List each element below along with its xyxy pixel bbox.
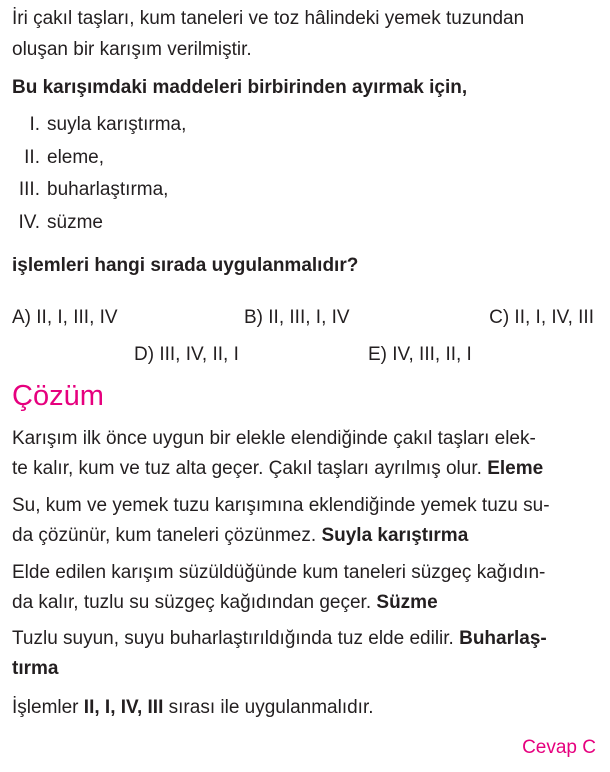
solution-summary bbox=[12, 693, 596, 723]
item-text: eleme, bbox=[47, 146, 105, 168]
intro-line-1: İri çakıl taşları, kum taneleri ve toz hâlindeki yemek tuzundan bbox=[12, 8, 525, 29]
option-c[interactable]: C) II, I, IV, III bbox=[489, 307, 594, 328]
option-e[interactable]: E) IV, III, II, I bbox=[368, 344, 472, 365]
step3-line2: da kalır, tuzlu su süzgeç kağıdından geçer. bbox=[12, 592, 372, 613]
step1-keyword: Eleme bbox=[487, 458, 544, 479]
step3-line1: Elde edilen karışım süzüldüğünde kum taneleri süzgeç kağıdın- bbox=[12, 562, 546, 583]
answer-label: Cevap C bbox=[522, 737, 596, 758]
solution-step-4 bbox=[12, 624, 596, 684]
list-item bbox=[12, 174, 596, 207]
item-text: buharlaştırma, bbox=[47, 179, 169, 200]
ask-text: işlemleri hangi sırada uygulanmalıdır? bbox=[12, 255, 359, 276]
question-intro bbox=[12, 3, 596, 65]
step2-line1: Su, kum ve yemek tuzu karışımına eklendiğinde yemek tuzu su- bbox=[12, 495, 550, 516]
item-number: IV. bbox=[18, 211, 40, 233]
summary-post: sırası ile uygulanmalıdır. bbox=[168, 697, 374, 718]
summary-pre: İşlemler bbox=[12, 697, 79, 718]
step4-keyword-part2: tırma bbox=[12, 658, 59, 679]
summary-order: II, I, IV, III bbox=[83, 697, 164, 718]
step3-keyword: Süzme bbox=[376, 592, 438, 613]
process-list bbox=[12, 109, 596, 239]
solution-title: Çözüm bbox=[12, 380, 104, 412]
step1-line2: te kalır, kum ve tuz alta geçer. Çakıl taşları ayrılmış olur. bbox=[12, 458, 482, 479]
step4-keyword-part1: Buharlaş- bbox=[459, 628, 547, 649]
step1-line1: Karışım ilk önce uygun bir elekle elendiğinde çakıl taşları elek- bbox=[12, 428, 536, 449]
step4-line1: Tuzlu suyun, suyu buharlaştırıldığında tuz elde edilir. bbox=[12, 628, 454, 649]
prompt-text: Bu karışımdaki maddeleri birbirinden ayırmak için, bbox=[12, 77, 468, 98]
solution-step-1 bbox=[12, 424, 596, 484]
option-b[interactable]: B) II, III, I, IV bbox=[244, 307, 350, 328]
solution-step-2 bbox=[12, 491, 596, 551]
list-item bbox=[12, 142, 596, 175]
item-number: III. bbox=[18, 179, 40, 200]
item-text: süzme bbox=[47, 211, 103, 233]
question-ask bbox=[12, 250, 596, 281]
item-text: suyla karıştırma, bbox=[47, 114, 187, 135]
intro-line-2: oluşan bir karışım verilmiştir. bbox=[12, 39, 252, 60]
option-a[interactable]: A) II, I, III, IV bbox=[12, 307, 118, 328]
list-item bbox=[12, 207, 596, 240]
item-number: I. bbox=[29, 114, 40, 135]
item-number: II. bbox=[24, 146, 40, 168]
step2-keyword: Suyla karıştırma bbox=[321, 525, 469, 546]
step2-line2: da çözünür, kum taneleri çözünmez. bbox=[12, 525, 317, 546]
option-d[interactable]: D) III, IV, II, I bbox=[134, 344, 239, 365]
question-prompt bbox=[12, 72, 596, 103]
list-item bbox=[12, 109, 596, 142]
solution-step-3 bbox=[12, 558, 596, 618]
